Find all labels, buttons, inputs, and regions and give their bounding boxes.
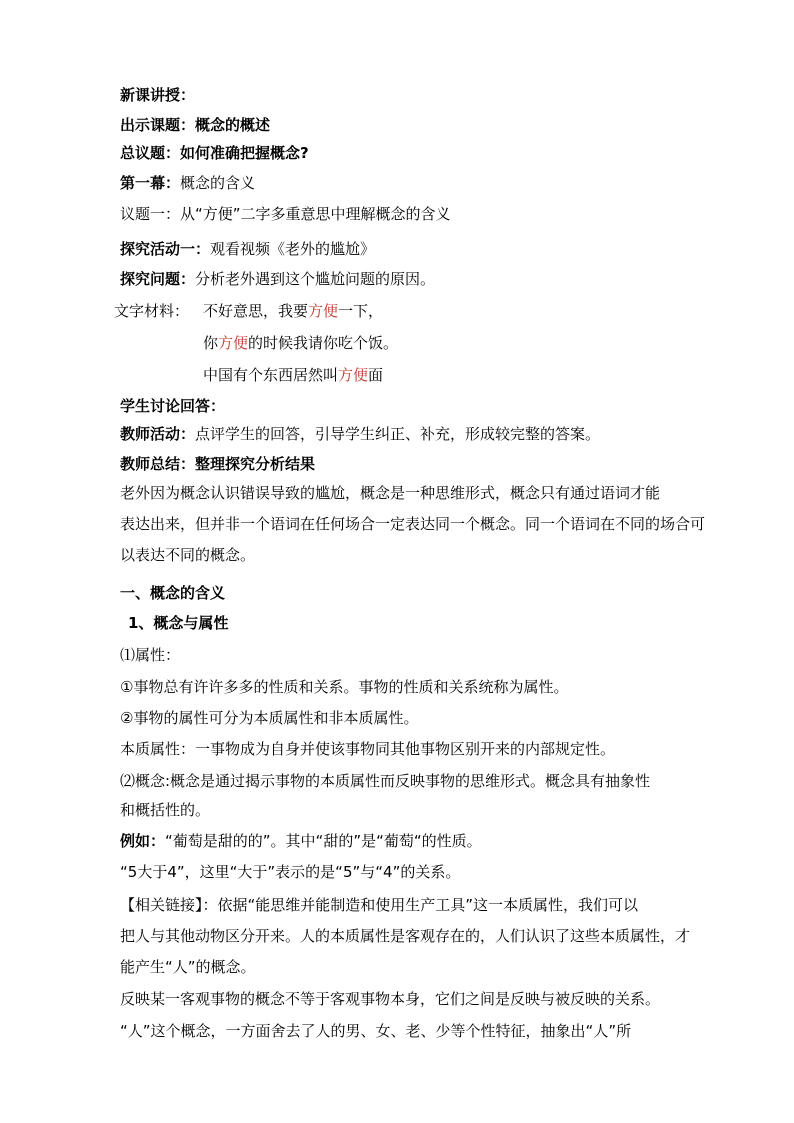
subsection-1-heading: 1、概念与属性	[128, 614, 229, 632]
text-material-label: 文字材料：	[114, 302, 190, 320]
summary-para-line-2: 表达出来，但并非一个语词在任何场合一定表达同一个概念。同一个语词在不同的场合可	[120, 515, 706, 533]
inquiry-activity-label: 探究活动一：	[120, 240, 211, 258]
concept-definition-line-1: ⑵概念:概念是通过揭示事物的本质属性而反映事物的思维形式。概念具有抽象性	[120, 772, 651, 790]
material-2-a: 你	[203, 334, 219, 352]
heading-new-lesson: 新课讲授：	[120, 86, 196, 104]
reflection-line: 反映某一客观事物的概念不等于客观事物本身，它们之间是反映与被反映的关系。	[120, 990, 661, 1008]
related-link-line-1: 【相关链接】：依据“能思维并能制造和使用生产工具”这一本质属性，我们可以	[120, 896, 639, 914]
attribute-point-2: ②事物的属性可分为本质属性和非本质属性。	[120, 709, 419, 727]
concept-definition-line-2: 和概括性的。	[120, 801, 211, 819]
act-one	[120, 172, 255, 193]
section-1-heading: 一、概念的含义	[120, 584, 226, 602]
overall-issue-label: 总议题：	[120, 144, 181, 162]
lesson-topic-label: 出示课题：	[120, 116, 196, 134]
essential-attribute: 本质属性：一事物成为自身并使该事物同其他事物区别开来的内部规定性。	[120, 740, 616, 758]
text-material-line-1	[203, 300, 383, 321]
overall-issue-text: 如何准确把握概念?	[180, 144, 309, 162]
inquiry-activity-text: 观看视频《老外的尴尬》	[210, 240, 376, 258]
lesson-topic-text: 概念的概述	[195, 116, 271, 134]
summary-para-line-3: 以表达不同的概念。	[120, 546, 256, 564]
attribute-heading: ⑴属性：	[120, 646, 181, 664]
example-2: “5大于4”，这里“大于”表示的是“5”与“4”的关系。	[120, 863, 461, 881]
text-material-line-3	[203, 364, 383, 385]
example-1	[120, 830, 482, 851]
material-1-c: 一下，	[338, 302, 384, 320]
teacher-activity-text: 点评学生的回答，引导学生纠正、补充，形成较完整的答案。	[195, 425, 601, 443]
example-1-text: “葡萄是甜的的”。其中“甜的”是“葡萄“的性质。	[165, 832, 482, 850]
summary-para-line-1: 老外因为概念认识错误导致的尴尬，概念是一种思维形式，概念只有通过语词才能	[120, 484, 661, 502]
inquiry-question	[120, 268, 435, 289]
material-2-c: 的时候我请你吃个饭。	[248, 334, 399, 352]
text-material-line-2	[203, 332, 398, 353]
teacher-summary: 教师总结：整理探究分析结果	[120, 455, 316, 473]
material-3-highlight: 方便	[338, 366, 369, 384]
material-1-a: 不好意思，我要	[203, 302, 309, 320]
inquiry-activity	[120, 238, 375, 259]
act-one-text: 概念的含义	[180, 174, 256, 192]
student-discussion: 学生讨论回答：	[120, 397, 226, 415]
related-link-line-3: 能产生“人”的概念。	[120, 958, 256, 976]
material-3-a: 中国有个东西居然叫	[203, 366, 339, 384]
example-label: 例如：	[120, 832, 166, 850]
overall-issue	[120, 142, 309, 163]
material-1-highlight: 方便	[308, 302, 339, 320]
teacher-activity	[120, 423, 600, 444]
act-one-label: 第一幕：	[120, 174, 181, 192]
attribute-point-1: ①事物总有许许多多的性质和关系。事物的性质和关系统称为属性。	[120, 678, 569, 696]
material-2-highlight: 方便	[218, 334, 249, 352]
inquiry-question-label: 探究问题：	[120, 270, 196, 288]
inquiry-question-text: 分析老外遇到这个尴尬问题的原因。	[195, 270, 436, 288]
lesson-topic	[120, 114, 270, 135]
human-concept-line: “人”这个概念，一方面舍去了人的男、女、老、少等个性特征，抽象出“人”所	[120, 1022, 632, 1040]
teacher-activity-label: 教师活动：	[120, 425, 196, 443]
issue-one: 议题一：从“方便”二字多重意思中理解概念的含义	[120, 205, 451, 223]
material-3-c: 面	[368, 366, 384, 384]
related-link-line-2: 把人与其他动物区分开来。人的本质属性是客观存在的，人们认识了这些本质属性，才	[120, 927, 691, 945]
